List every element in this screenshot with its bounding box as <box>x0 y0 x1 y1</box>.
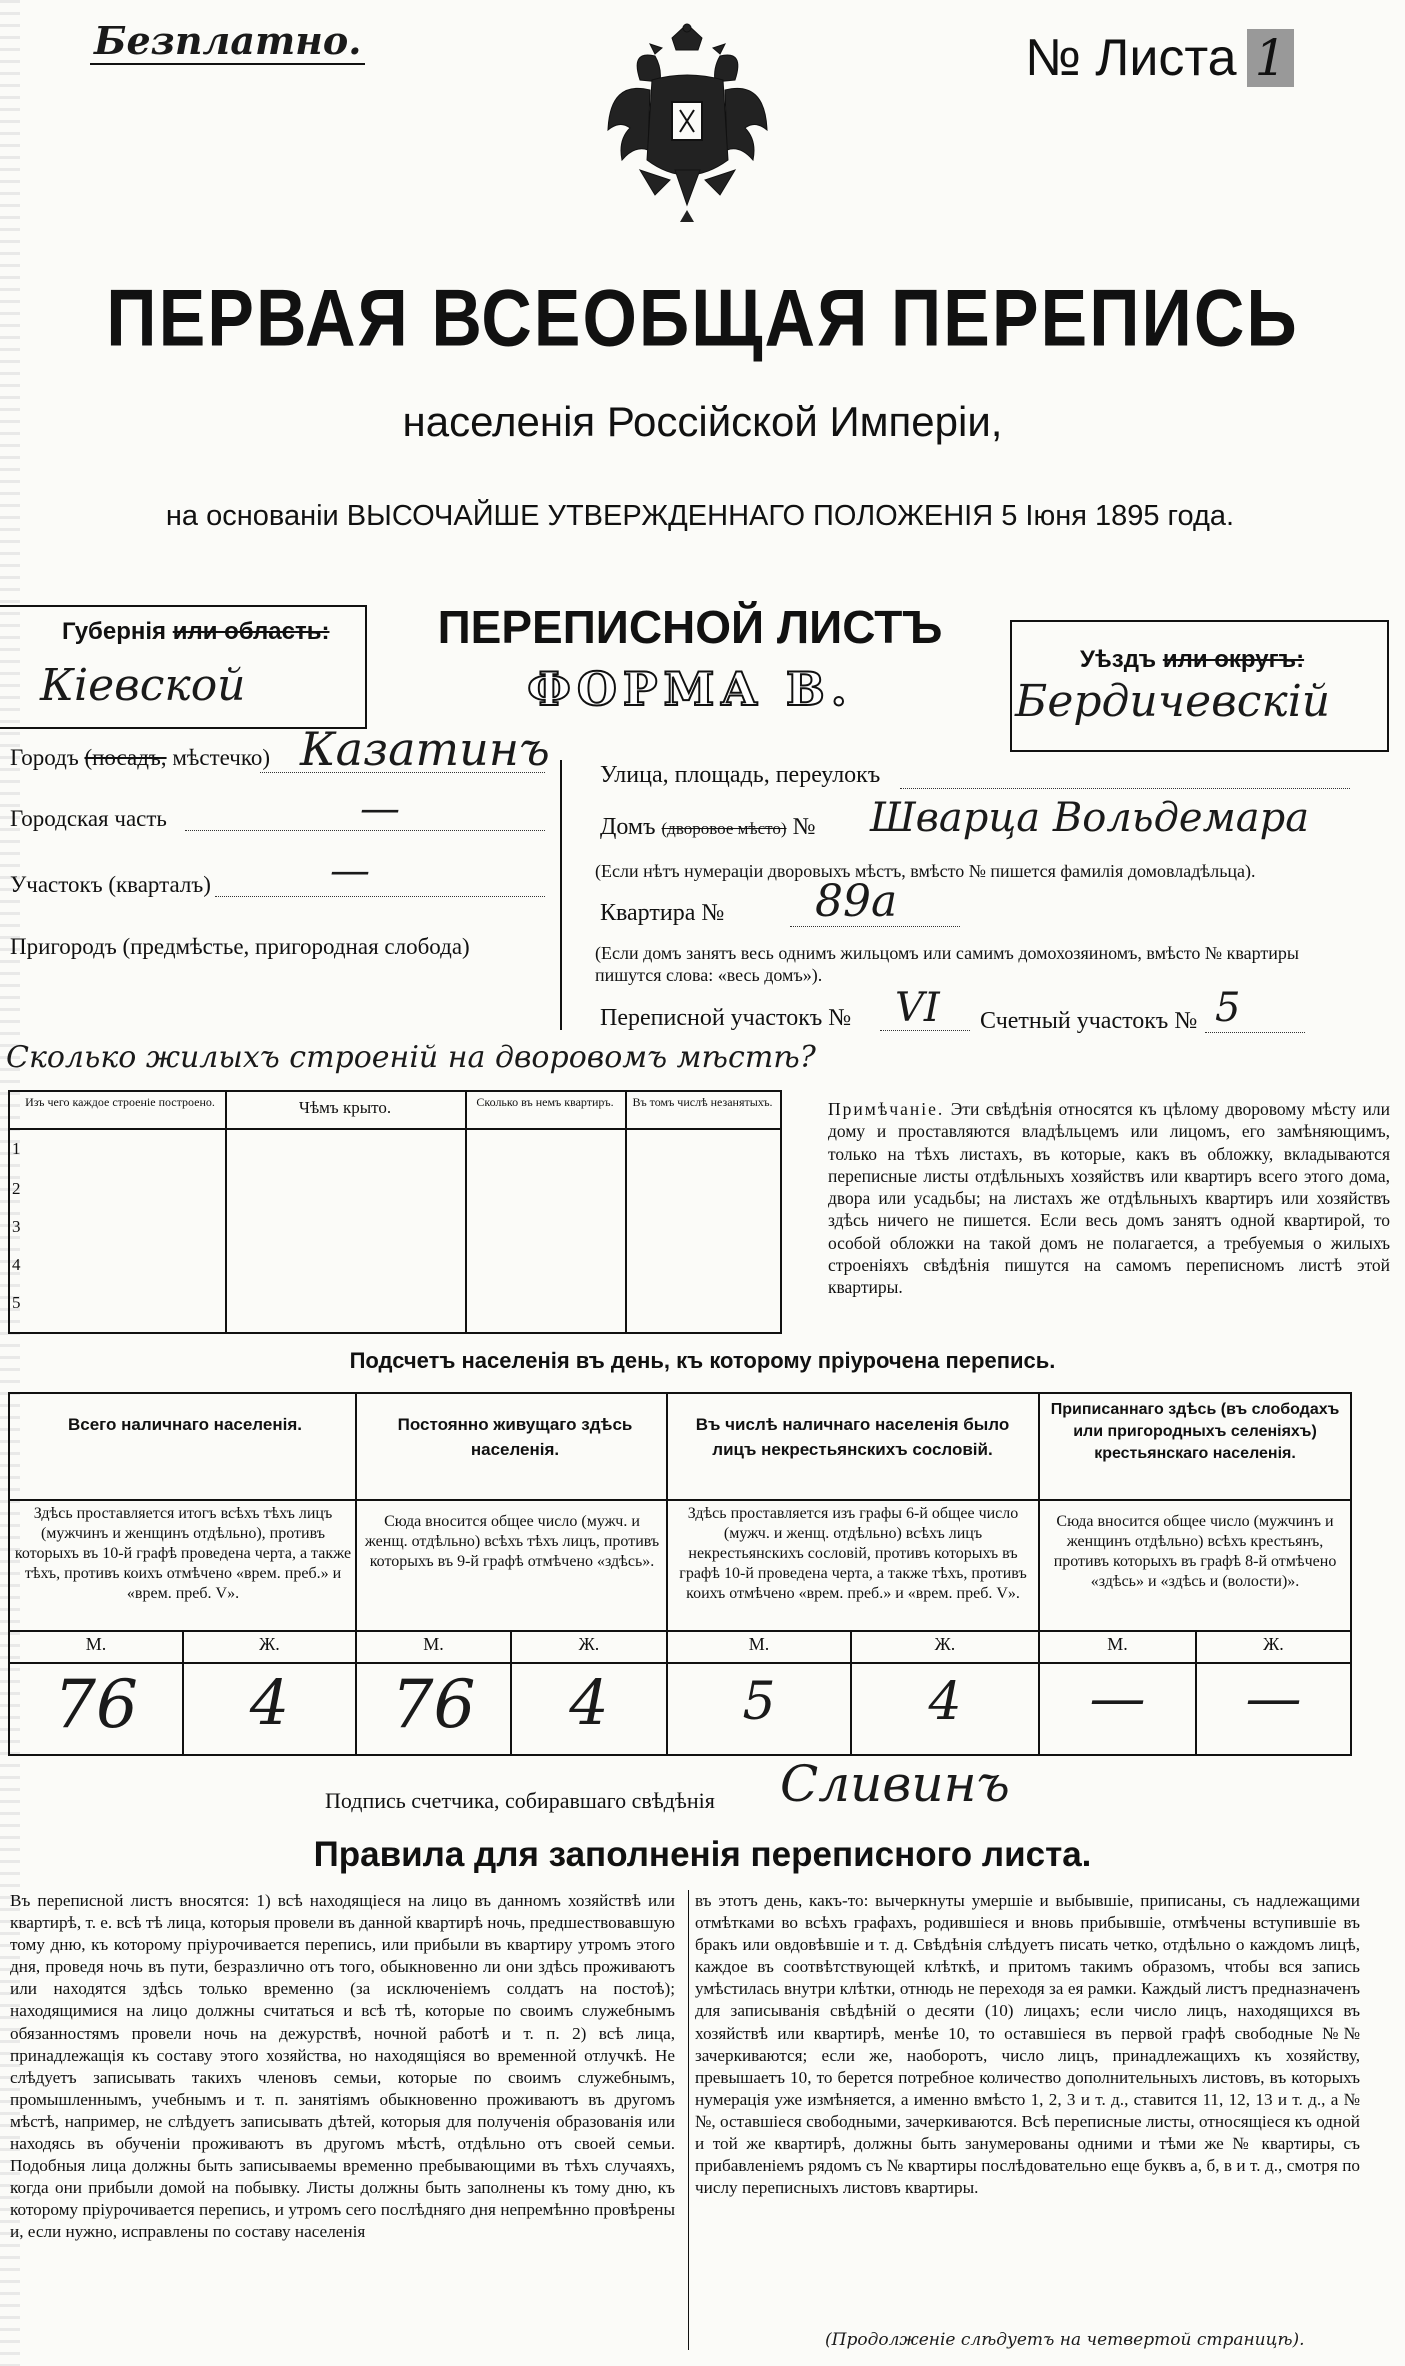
uezd-label: Уѣздъ <box>1080 646 1157 673</box>
pop-col4-desc: Сюда вносится общее число (мужчинъ и женщинъ отдѣльно) всѣхъ крестьянъ, противъ которыхъ въ графѣ 8-й отмѣчено «здѣсь» и «здѣсь и (волости)». <box>1053 1513 1337 1590</box>
pop-f4-value[interactable]: — <box>1245 1666 1302 1731</box>
pop-col3-head: Въ числѣ наличнаго населенія было лицъ некрестьянскихъ сословій. <box>695 1415 1010 1459</box>
pop-f1-label: Ж. <box>259 1634 280 1654</box>
pop-f2-value[interactable]: 4 <box>569 1666 609 1739</box>
sheet-number: 1 <box>1247 29 1295 87</box>
signature-value[interactable]: Сливинъ <box>780 1755 1010 1813</box>
pop-m1-label: М. <box>85 1634 107 1654</box>
house-strike: (дворовое мѣсто) <box>661 819 787 838</box>
pop-m2-label: М. <box>423 1634 444 1654</box>
pop-col4-head: Приписаннаго здѣсь (въ слободахъ или пригородныхъ селеніяхъ) крестьянскаго населенія. <box>1050 1401 1340 1462</box>
pop-m3-value[interactable]: 5 <box>742 1672 776 1732</box>
census-district-line <box>880 1030 970 1031</box>
free-label: Безплатно. <box>90 18 365 65</box>
pop-col2-head: Постоянно живущаго здѣсь населенія. <box>397 1415 633 1459</box>
city-line <box>10 745 270 771</box>
census-subtitle: населенія Россійской Имперіи, <box>402 398 1003 445</box>
buildings-note <box>828 1098 1390 1299</box>
city-label2: мѣстечко) <box>172 745 270 770</box>
form-label: ФОРМА В. <box>527 662 853 716</box>
street-line <box>900 788 1350 789</box>
address-divider <box>560 760 562 1030</box>
census-district-label: Переписной участокъ № <box>600 1005 852 1031</box>
apartment-line <box>790 926 960 927</box>
gubernia-strike: или область: <box>172 618 330 645</box>
house-label: Домъ <box>600 814 656 840</box>
uezd-strike: или округъ: <box>1162 646 1305 673</box>
rules-left-text: Въ переписной листъ вносятся: 1) всѣ находящіеся на лицо въ данномъ хозяйствѣ или квартирѣ, т. е. всѣ тѣ лица, которыя провели въ данной квартирѣ ночь, предшествовавшую тому дню, къ которому пріурочивается перепись, или прибыли въ квартиру утромъ этого дня, проведя ночь въ пути, безразлично отъ того, обыкновенно ли они здѣсь проживаютъ или находятся здѣсь только временно (за исключеніемъ солдатъ на постоѣ); находящимися на лицо должны считаться и всѣ тѣ, которые по своимъ служебнымъ обязанностямъ провели ночь на дежурствѣ, ночной работѣ и т. п. 2) всѣ лица, принадлежащія къ составу этого хозяйства, но находящіяся во временной отлучкѣ. Не слѣдуетъ записывать такихъ членовъ семьи, которые по своимъ служебнымъ, промышленнымъ, учебнымъ и т. п. занятіямъ обыкновенно проживаютъ въ другомъ мѣстѣ, например, не слѣдуетъ записывать дѣтей, которыя для полученія образованія или находясь въ обученіи проживаютъ въ другомъ мѣстѣ, отдѣльно отъ своей семьи. Подобныя лица должны быть записываемы временно пребывающими въ тѣхъ случаяхъ, когда они прибыли домой на побывку. Листы должны быть заполнены къ тому дню, къ которому пріурочивается перепись, и утромъ сего послѣдняго дня непремѣнно провѣрены и, если нужно, исправлены по составу населенія <box>10 1891 675 2242</box>
pop-m2-value[interactable]: 76 <box>391 1666 476 1743</box>
sheet-label: № Листа <box>1025 29 1237 87</box>
buildings-question: Сколько жилыхъ строеній на дворовомъ мѣстѣ? <box>6 1040 816 1075</box>
pop-f3-value[interactable]: 4 <box>928 1672 962 1732</box>
apartment-label: Квартира № <box>600 900 725 926</box>
census-basis: на основаніи ВЫСОЧАЙШЕ УТВЕРЖДЕННАГО ПОЛОЖЕНІЯ 5 Іюня 1895 года. <box>165 500 1235 532</box>
city-part-value[interactable]: — <box>360 786 400 832</box>
sheet-number-block <box>1025 28 1294 88</box>
bld-row-5: 5 <box>12 1293 21 1312</box>
coat-of-arms-emblem <box>600 20 775 225</box>
pop-m1-value[interactable]: 76 <box>54 1666 138 1743</box>
bld-row-4: 4 <box>12 1255 21 1274</box>
city-line-fill <box>260 772 545 773</box>
population-table <box>8 1392 1352 1756</box>
gubernia-value[interactable]: Кiевской <box>40 660 246 711</box>
pop-col2-desc: Сюда вносится общее число (мужч. и женщ. отдѣльно) всѣхъ тѣхъ лицъ, противъ которыхъ въ 9-й графѣ отмѣчено «здѣсь». <box>364 1513 660 1570</box>
rules-continued: (Продолженіе слѣдуетъ на четвертой страницѣ). <box>825 2330 1305 2350</box>
buildings-note-text: Эти свѣдѣнія относятся къ цѣлому дворовому мѣсту или дому и проставляются владѣльцемъ или лицомъ, его замѣняющимъ, только на тѣхъ листахъ, въ которые, какъ въ обложку, вкладываются переписные листы отдѣльныхъ хозяйствъ или квартиръ всего этого дома, двора или усадьбы; на листахъ же отдѣльныхъ квартиръ или хозяйствъ здѣсь ничего не пишется. Если весь домъ занятъ одной квартирой, то особой обложки на такой домъ не полагается, а требуемыя о жилыхъ строеніяхъ свѣдѣнія пишутся на самомъ переписномъ листѣ этой квартиры. <box>828 1099 1391 1298</box>
gubernia-label: Губернія <box>62 618 167 645</box>
city-part-line <box>185 830 545 831</box>
bld-row-2: 2 <box>12 1179 21 1198</box>
pop-col3-desc: Здѣсь проставляется изъ графы 6-й общее число (мужч. и женщ. отдѣльно) всѣхъ лицъ некрестьянскихъ сословій, противъ которыхъ въ графѣ 10-й проведена черта, а также тѣхъ, противъ коихъ отмѣчено «врем. преб.» и «врем. преб. V». <box>679 1505 1027 1602</box>
rules-divider <box>688 1890 689 2350</box>
uezd-value[interactable]: Бердичевскiй <box>1015 676 1331 727</box>
city-value[interactable]: Казатинъ <box>300 722 550 776</box>
gubernia-label-line <box>62 618 329 646</box>
district-value[interactable]: — <box>330 848 370 894</box>
count-district-label: Счетный участокъ № <box>980 1008 1198 1034</box>
city-part-label: Городская часть <box>10 806 167 831</box>
pop-f2-label: Ж. <box>578 1634 600 1654</box>
uezd-label-line <box>1080 646 1304 674</box>
house-line <box>600 814 815 841</box>
bld-row-1: 1 <box>12 1139 21 1158</box>
signature-label: Подпись счетчика, собиравшаго свѣдѣнія <box>325 1788 715 1813</box>
bld-head-apartments: Сколько въ немъ квартиръ. <box>476 1095 614 1109</box>
bld-row-3: 3 <box>12 1217 21 1236</box>
pop-col1-head: Всего наличнаго населенія. <box>68 1415 302 1434</box>
city-strike: (посадъ, <box>84 745 167 770</box>
rules-right-text: въ этотъ день, какъ-то: вычеркнуты умершіе и выбывшіе, приписаны, съ надлежащими отмѣтками во всѣхъ графахъ, родившіеся и вновь прибывшіе, отмѣчены вступившіе въ бракъ или овдовѣвшіе и т. д. Свѣдѣнія слѣдуетъ писать четко, отдѣльно о каждомъ лицѣ, каждое въ соотвѣтствующей клѣткѣ, и притомъ такимъ образомъ, чтобы вся запись умѣстилась внутри клѣтки, отнюдь не переходя за ея рамки. Каждый листъ предназначенъ для записыванія свѣдѣній о десяти (10) лицахъ; если число лицъ, находящихся въ хозяйствѣ или квартирѣ, менѣе 10, то оставшіеся въ первой графѣ свободные №№ зачеркиваются; если же, наоборотъ, число лицъ, принадлежащихъ къ хозяйству, превышаетъ 10, то берется потребное количество дополнительныхъ листовъ, въ которыхъ нумерація уже измѣняется, а именно вмѣсто 1, 2, 3 и т. д., ставится 11, 12, 13 и т. д., а №№, оставшіеся свободными, зачеркиваются. Всѣ переписные листы, относящіеся къ одной и той же квартирѣ, должны быть занумерованы одними и тѣми же № квартиры, съ прибавленіемъ рядомъ съ № квартиры послѣдовательно еще буквъ а, б, в и т. д., смотря по числу переписныхъ листовъ квартиры. <box>695 1891 1360 2198</box>
pop-f1-value[interactable]: 4 <box>249 1666 290 1739</box>
apartment-value[interactable]: 89а <box>815 876 898 927</box>
district-line <box>215 896 545 897</box>
rules-title: Правила для заполненія переписного листа. <box>313 1835 1092 1874</box>
suburb-label: Пригородъ (предмѣстье, пригородная слобода) <box>10 934 470 959</box>
sheet-title: ПЕРЕПИСНОЙ ЛИСТЪ <box>437 601 943 653</box>
house-value[interactable]: Шварца Вольдемара <box>870 795 1310 841</box>
population-title: Подсчетъ населенія въ день, къ которому пріурочена перепись. <box>349 1348 1056 1373</box>
district-label: Участокъ (кварталъ) <box>10 872 211 897</box>
census-title: ПЕРВАЯ ВСЕОБЩАЯ ПЕРЕПИСЬ <box>106 273 1299 363</box>
pop-f4-label: Ж. <box>1263 1634 1284 1654</box>
apartment-note: (Если домъ занятъ весь однимъ жильцомъ или самимъ домохозяиномъ, вмѣсто № квартиры пишутся слова: «весь домъ»). <box>595 943 1299 985</box>
count-district-value[interactable]: 5 <box>1215 985 1241 1031</box>
bld-head-roof: Чѣмъ крыто. <box>298 1098 392 1117</box>
street-label: Улица, площадь, переулокъ <box>600 762 881 788</box>
buildings-note-heading: Примѣчаніе. <box>828 1099 945 1119</box>
house-no: № <box>792 814 816 840</box>
pop-m3-label: М. <box>748 1634 770 1654</box>
house-note: (Если нѣтъ нумераціи дворовыхъ мѣстъ, вмѣсто № пишется фамилія домовладѣльца). <box>595 861 1256 881</box>
count-district-line <box>1205 1032 1305 1033</box>
city-label: Городъ <box>10 745 79 770</box>
census-district-value[interactable]: VI <box>895 985 940 1031</box>
bld-head-vacant: Въ томъ числѣ незанятыхъ. <box>632 1095 773 1109</box>
pop-m4-label: М. <box>1107 1634 1128 1654</box>
pop-m4-value[interactable]: — <box>1089 1666 1146 1731</box>
buildings-table <box>8 1090 782 1334</box>
pop-f3-label: Ж. <box>934 1634 956 1654</box>
bld-head-material: Изъ чего каждое строеніе построено. <box>25 1095 215 1109</box>
pop-col1-desc: Здѣсь проставляется итогъ всѣхъ тѣхъ лицъ (мужчинъ и женщинъ отдѣльно), противъ которыхъ въ 10-й графѣ проведена черта, а также тѣхъ, противъ коихъ отмѣчено «врем. преб.» и «врем. преб. V». <box>14 1505 352 1602</box>
